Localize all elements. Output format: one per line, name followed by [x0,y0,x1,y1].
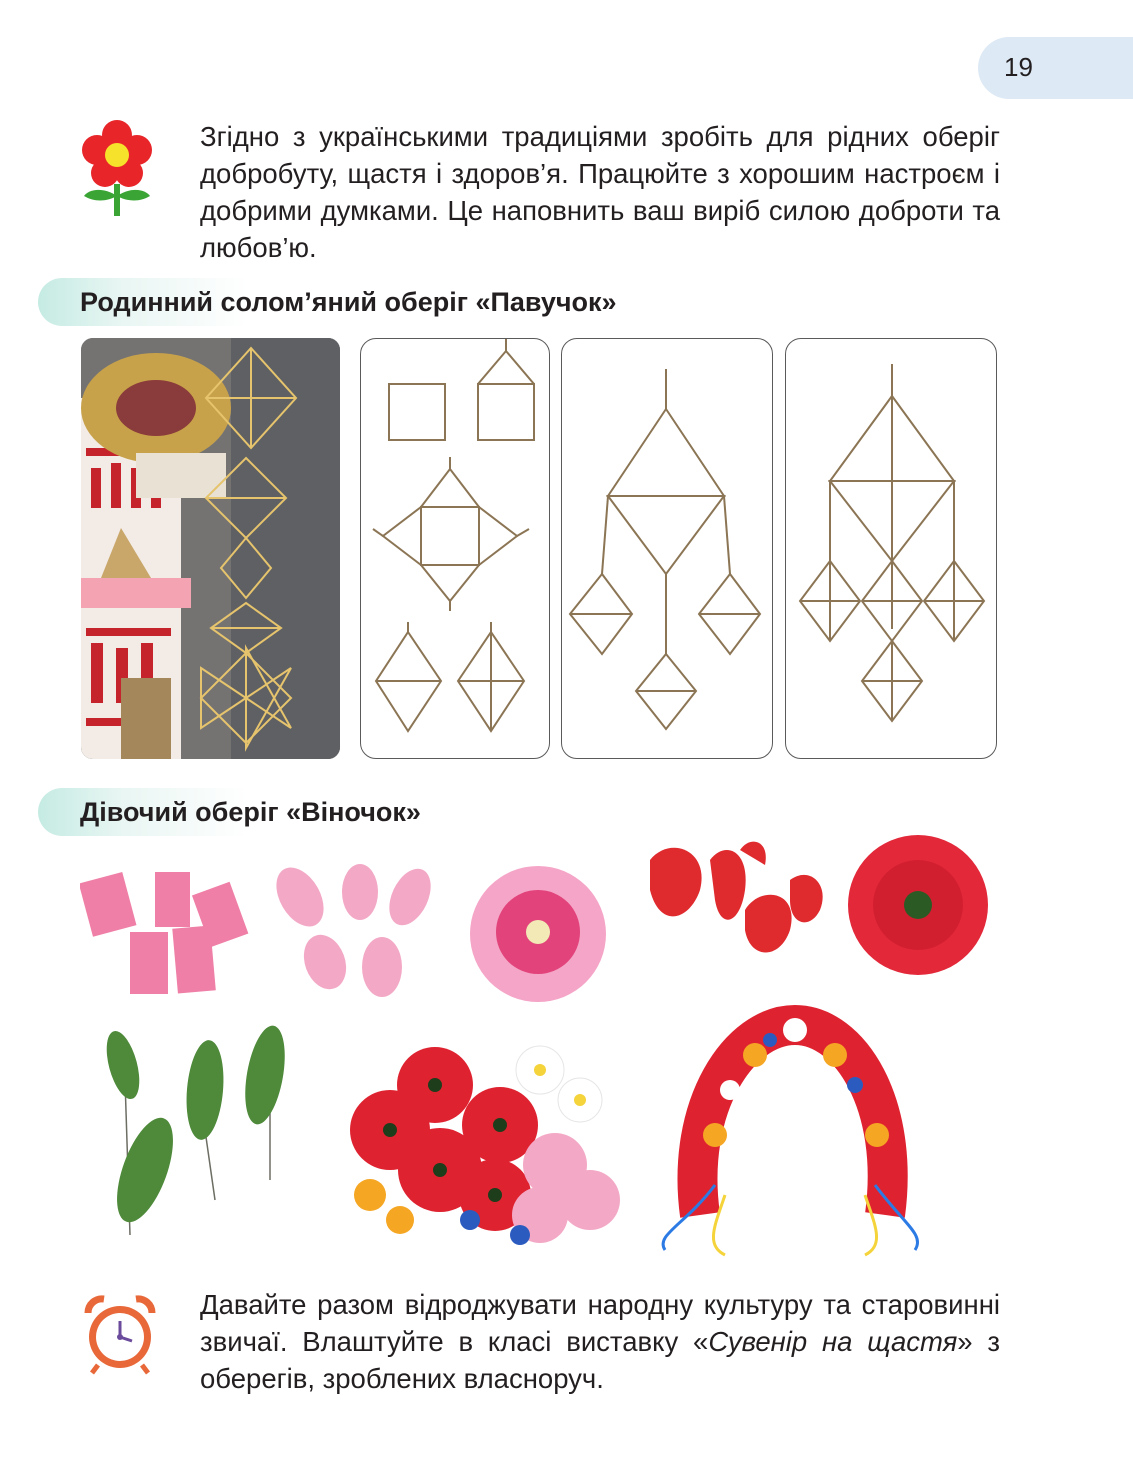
paper-rectangles-photo [80,862,255,1002]
diagram-spider-full-panel [785,338,997,759]
section-title: Родинний солом’яний оберіг «Павучок» [80,287,617,317]
green-leaves-photo [85,1020,305,1250]
pink-petals-photo [270,862,440,1007]
intro-paragraph: Згідно з українськими традиціями зробіть для рідних оберіг добробуту, щастя і здоров’я. Працюйте з хорошим настроєм і добрими думками. Це наповнить ваш виріб силою доброти та любов’ю. [200,121,1000,263]
closing-text-start: Давайте разом відроджувати народну культуру та старовинні звичаї. Влаштуйте в класі виставку « [200,1289,1000,1357]
alarm-clock-icon [80,1293,160,1375]
page-number-tab [978,37,1133,99]
red-poppy-photo [843,830,993,980]
straw-amulet-photo [81,338,340,759]
page-number: 19 [1004,52,1033,82]
red-petals-photo [640,830,830,975]
exhibition-name: Сувенір на щастя [708,1326,958,1357]
section-header-pavuchok [38,278,738,326]
section-title: Дівочий оберіг «Віночок» [80,797,421,827]
flower-bouquet-photo [330,1020,635,1255]
section-header-vinochok [38,788,738,836]
closing-text-end: » з оберегів, зроблених власноруч. [200,1326,1001,1394]
flower-wreath-photo [645,985,935,1260]
flower-icon [80,118,154,218]
diagram-spider-simple-panel [561,338,773,759]
diagram-steps-panel [360,338,550,759]
pink-flower-photo [458,862,618,1007]
closing-paragraph [200,1286,1000,1397]
